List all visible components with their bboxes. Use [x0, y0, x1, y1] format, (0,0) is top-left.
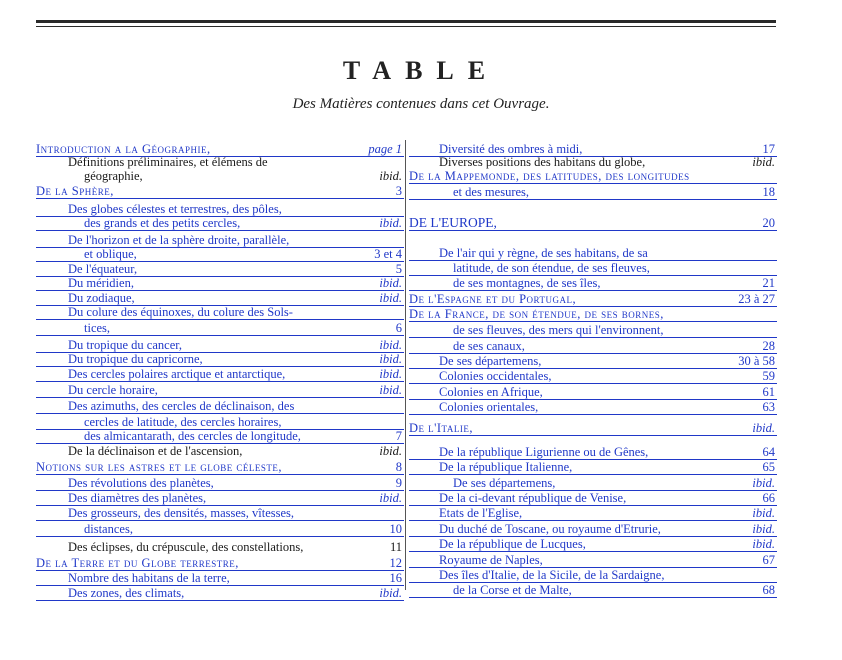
toc-page-number: 7 — [395, 429, 402, 443]
toc-link-entry[interactable] — [36, 586, 404, 601]
toc-entry — [36, 444, 404, 458]
toc-entry-text: Des globes célestes et terrestres, des pôles, — [68, 202, 282, 216]
toc-link-entry[interactable] — [409, 261, 777, 276]
toc-entry-text: De la Sphère, — [36, 184, 114, 198]
toc-entry-text: De la Mappemonde, des latitudes, des longitudes — [409, 169, 690, 183]
toc-page-number: 63 — [762, 400, 775, 414]
toc-page-number: 3 — [395, 184, 402, 198]
toc-page-number: 11 — [389, 540, 402, 554]
toc-link-entry[interactable] — [36, 305, 404, 320]
toc-entry-text: Notions sur les astres et le globe céleste, — [36, 460, 283, 474]
toc-page-number: 68 — [762, 583, 775, 597]
toc-entry-text: De l'horizon et de la sphère droite, parallèle, — [68, 233, 290, 247]
toc-page-number: 21 — [762, 276, 775, 290]
toc-entry-text: des grands et des petits cercles, — [84, 216, 241, 230]
toc-page-number: ibid. — [752, 155, 775, 169]
toc-entry-text: Du méridien, — [68, 276, 134, 290]
toc-entry-text: De la Terre et du Globe terrestre, — [36, 556, 239, 570]
toc-link-entry[interactable] — [409, 537, 777, 552]
toc-link-entry[interactable] — [409, 476, 777, 491]
toc-entry — [36, 155, 404, 169]
toc-entry-text: De l'équateur, — [68, 262, 138, 276]
toc-page-number: 23 à 27 — [738, 292, 775, 306]
toc-page-number: page 1 — [368, 142, 402, 156]
toc-page-number: 17 — [762, 142, 775, 156]
toc-page-number: 12 — [389, 556, 402, 570]
toc-entry-text: De la république Ligurienne ou de Gênes, — [439, 445, 649, 459]
toc-page-number: 5 — [395, 262, 402, 276]
toc-entry-text: de ses canaux, — [453, 339, 525, 353]
toc-page-number: 16 — [389, 571, 402, 585]
toc-entry-text: Colonies occidentales, — [439, 369, 552, 383]
toc-entry-text: de ses fleuves, des mers qui l'environnent, — [453, 323, 664, 337]
toc-link-entry[interactable] — [36, 571, 404, 586]
toc-page-number: ibid. — [752, 421, 775, 435]
toc-link-entry[interactable] — [36, 491, 404, 506]
toc-link-entry[interactable] — [36, 262, 404, 277]
toc-page-number: ibid. — [379, 291, 402, 305]
toc-entry-text: Des éclipses, du crépuscule, des constellations, — [68, 540, 304, 554]
toc-link-entry[interactable] — [409, 421, 777, 436]
toc-page-number: 20 — [762, 216, 775, 230]
toc-entry-text: Du tropique du cancer, — [68, 338, 183, 352]
toc-page-number: 30 à 58 — [738, 354, 775, 368]
top-rule-thin — [36, 26, 776, 27]
toc-entry-text: géographie, — [84, 169, 143, 183]
toc-entry — [36, 169, 404, 183]
toc-entry-text: Nombre des habitans de la terre, — [68, 571, 230, 585]
toc-page-number: ibid. — [379, 352, 402, 366]
toc-link-entry[interactable] — [36, 321, 404, 336]
toc-link-entry[interactable] — [36, 184, 404, 199]
toc-page-number: ibid. — [752, 522, 775, 536]
toc-link-entry[interactable] — [409, 246, 777, 261]
page-subtitle: Des Matières contenues dans cet Ouvrage. — [292, 96, 550, 112]
toc-entry-text: Royaume de Naples, — [439, 553, 543, 567]
column-divider — [405, 140, 406, 590]
toc-entry-text: et des mesures, — [453, 185, 530, 199]
toc-page-number: 59 — [762, 369, 775, 383]
toc-page-number: ibid. — [379, 216, 402, 230]
toc-link-entry[interactable] — [409, 276, 777, 291]
toc-link-entry[interactable] — [409, 339, 777, 354]
toc-link-entry[interactable] — [409, 385, 777, 400]
toc-entry-text: De la république de Lucques, — [439, 537, 586, 551]
toc-entry-text: Des révolutions des planètes, — [68, 476, 214, 490]
toc-entry-text: distances, — [84, 522, 133, 536]
toc-link-entry[interactable] — [36, 460, 404, 475]
toc-entry-text: des almicantarath, des cercles de longitude, — [84, 429, 301, 443]
toc-link-entry[interactable] — [409, 185, 777, 200]
toc-entry-text: De ses départemens, — [453, 476, 556, 490]
toc-page-number: ibid. — [379, 276, 402, 290]
toc-page-number: ibid. — [752, 537, 775, 551]
toc-link-entry[interactable] — [36, 352, 404, 367]
toc-entry-text: de ses montagnes, de ses îles, — [453, 276, 601, 290]
page-title: TABLE — [342, 56, 500, 85]
toc-page-number: ibid. — [752, 506, 775, 520]
toc-link-entry[interactable] — [409, 445, 777, 460]
toc-entry-text: De ses départemens, — [439, 354, 542, 368]
toc-page-number: ibid. — [379, 169, 402, 183]
toc-entry-text: De la France, de son étendue, de ses bornes, — [409, 307, 664, 321]
toc-page-number: 28 — [762, 339, 775, 353]
toc-link-entry[interactable] — [409, 323, 777, 338]
toc-link-entry[interactable] — [36, 556, 404, 571]
toc-entry-text: Du tropique du capricorne, — [68, 352, 203, 366]
toc-link-entry[interactable] — [36, 399, 404, 414]
toc-page-number: ibid. — [752, 476, 775, 490]
toc-link-entry[interactable] — [409, 491, 777, 506]
toc-entry-text: Diverses positions des habitans du globe, — [439, 155, 646, 169]
toc-page-number: ibid. — [379, 338, 402, 352]
toc-link-entry[interactable] — [409, 460, 777, 475]
toc-page-number: 18 — [762, 185, 775, 199]
toc-entry — [36, 540, 404, 554]
toc-entry-text: Des grosseurs, des densités, masses, vîtesses, — [68, 506, 295, 520]
toc-link-entry[interactable] — [36, 233, 404, 248]
toc-entry-text: De la déclinaison et de l'ascension, — [68, 444, 243, 458]
toc-entry-text: tices, — [84, 321, 111, 335]
toc-link-entry[interactable] — [36, 429, 404, 444]
toc-link-entry[interactable] — [409, 506, 777, 521]
toc-entry-text: Etats de l'Eglise, — [439, 506, 523, 520]
toc-entry-text: Du colure des équinoxes, du colure des Sols- — [68, 305, 293, 319]
toc-link-entry[interactable] — [36, 415, 404, 430]
toc-entry-text: et oblique, — [84, 247, 137, 261]
toc-entry-text: Colonies en Afrique, — [439, 385, 543, 399]
toc-entry-text: Des diamètres des planètes, — [68, 491, 207, 505]
toc-entry-text: Des azimuths, des cercles de déclinaison, des — [68, 399, 295, 413]
toc-link-entry[interactable] — [36, 202, 404, 217]
toc-page-number: 61 — [762, 385, 775, 399]
toc-entry-text: Du cercle horaire, — [68, 383, 158, 397]
toc-link-entry[interactable] — [36, 476, 404, 491]
toc-link-entry[interactable] — [36, 338, 404, 353]
toc-page-number: ibid. — [379, 367, 402, 381]
toc-entry-text: Définitions préliminaires, et élémens de — [68, 155, 268, 169]
toc-entry-text: Colonies orientales, — [439, 400, 539, 414]
toc-entry-text: Du duché de Toscane, ou royaume d'Etrurie, — [439, 522, 661, 536]
toc-page-number: 65 — [762, 460, 775, 474]
toc-link-entry[interactable] — [409, 307, 777, 322]
toc-page-number: 10 — [389, 522, 402, 536]
toc-entry-text: DE L'EUROPE, — [409, 216, 497, 230]
toc-entry-text: Des îles d'Italie, de la Sicile, de la Sardaigne, — [439, 568, 665, 582]
toc-entry-text: de la Corse et de Malte, — [453, 583, 572, 597]
toc-entry-text: De l'air qui y règne, de ses habitans, de sa — [439, 246, 648, 260]
toc-link-entry[interactable] — [36, 247, 404, 262]
toc-page-number: 3 et 4 — [374, 247, 402, 261]
toc-link-entry[interactable] — [36, 216, 404, 231]
toc-link-entry[interactable] — [409, 292, 777, 307]
toc-link-entry[interactable] — [36, 291, 404, 306]
toc-page-number: ibid. — [379, 491, 402, 505]
toc-page-number: 9 — [395, 476, 402, 490]
toc-link-entry[interactable] — [409, 553, 777, 568]
toc-page-number: 66 — [762, 491, 775, 505]
toc-link-entry[interactable] — [409, 400, 777, 415]
toc-link-entry[interactable] — [409, 522, 777, 537]
toc-link-entry[interactable] — [409, 354, 777, 369]
toc-entry-text: Des zones, des climats, — [68, 586, 185, 600]
toc-page-number: 64 — [762, 445, 775, 459]
top-rule-thick — [36, 20, 776, 23]
toc-entry-text: Introduction a la Géographie, — [36, 142, 211, 156]
toc-entry-text: De l'Italie, — [409, 421, 473, 435]
toc-entry-text: Du zodiaque, — [68, 291, 135, 305]
toc-link-entry[interactable] — [36, 522, 404, 537]
toc-link-entry[interactable] — [409, 169, 777, 184]
toc-link-entry[interactable] — [36, 276, 404, 291]
toc-link-entry[interactable] — [36, 383, 404, 398]
toc-page-number: ibid. — [379, 444, 402, 458]
toc-link-entry[interactable] — [409, 583, 777, 598]
toc-page-number: 8 — [395, 460, 402, 474]
toc-entry — [409, 155, 777, 169]
toc-entry-text: Des cercles polaires arctique et antarctique, — [68, 367, 286, 381]
toc-entry-text: cercles de latitude, des cercles horaires, — [84, 415, 282, 429]
toc-page-number: 67 — [762, 553, 775, 567]
toc-entry-text: De la ci-devant république de Venise, — [439, 491, 627, 505]
toc-link-entry[interactable] — [409, 216, 777, 231]
toc-link-entry[interactable] — [409, 568, 777, 583]
toc-entry-text: latitude, de son étendue, de ses fleuves, — [453, 261, 650, 275]
toc-link-entry[interactable] — [409, 369, 777, 384]
toc-entry-text: De la république Italienne, — [439, 460, 573, 474]
toc-page-number: 6 — [395, 321, 402, 335]
toc-entry-text: De l'Espagne et du Portugal, — [409, 292, 577, 306]
toc-entry-text: Diversité des ombres à midi, — [439, 142, 583, 156]
toc-page-number: ibid. — [379, 586, 402, 600]
toc-link-entry[interactable] — [36, 506, 404, 521]
toc-link-entry[interactable] — [36, 367, 404, 382]
toc-page-number: ibid. — [379, 383, 402, 397]
